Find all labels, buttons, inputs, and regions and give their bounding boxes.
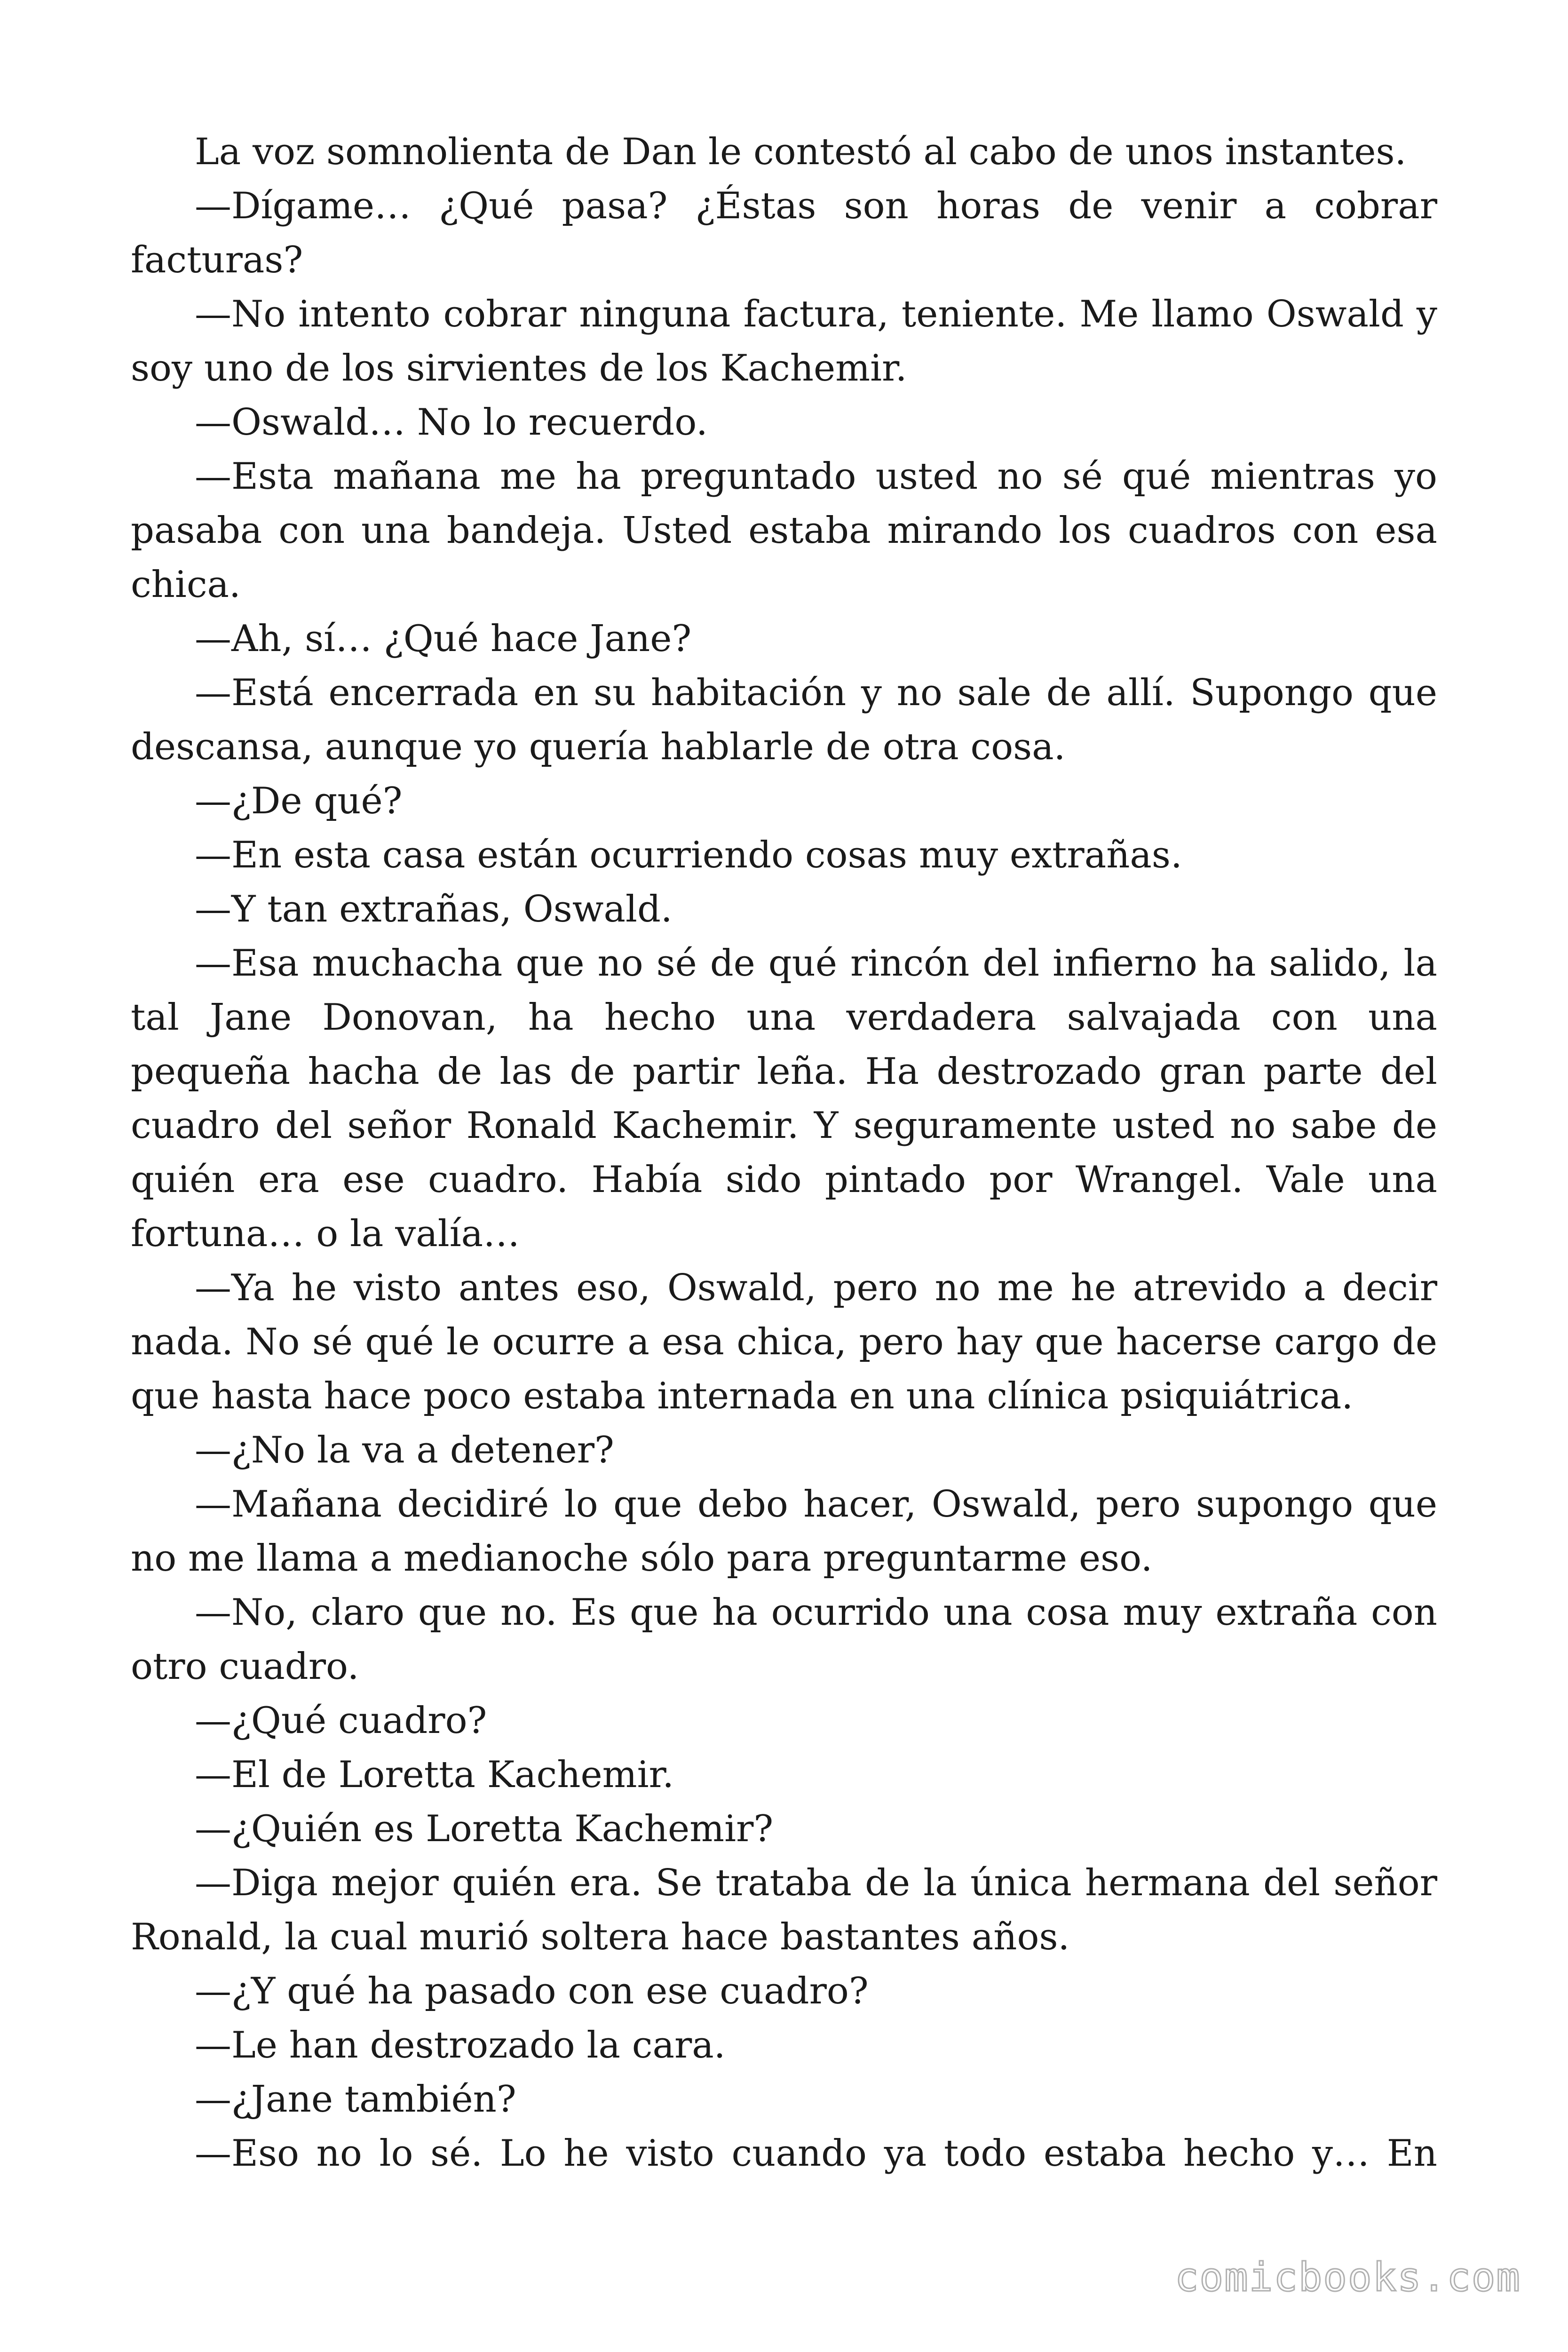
paragraph-19: —Diga mejor quién era. Se trataba de la única hermana del señor Ronald, la cual murió soltera hace bastantes años. [131, 1862, 1437, 1958]
paragraph-13: —¿No la va a detener? [195, 1429, 614, 1471]
body-text [131, 125, 1437, 2181]
paragraph-20: —¿Y qué ha pasado con ese cuadro? [195, 1970, 869, 2012]
paragraph-1: La voz somnolienta de Dan le contestó al cabo de unos instantes. [195, 131, 1407, 173]
paragraph-15: —No, claro que no. Es que ha ocurrido una cosa muy extraña con otro cuadro. [131, 1591, 1437, 1688]
paragraph-2: —Dígame… ¿Qué pasa? ¿Éstas son horas de venir a cobrar facturas? [131, 185, 1437, 281]
paragraph-8: —¿De qué? [195, 780, 403, 822]
paragraph-17: —El de Loretta Kachemir. [195, 1754, 674, 1796]
paragraph-5: —Esta mañana me ha preguntado usted no sé qué mientras yo pasaba con una bandeja. Usted estaba mirando los cuadros con esa chica. [131, 455, 1437, 606]
paragraph-14: —Mañana decidiré lo que debo hacer, Oswald, pero supongo que no me llama a medianoche sólo para preguntarme eso. [131, 1483, 1437, 1580]
paragraph-9: —En esta casa están ocurriendo cosas muy extrañas. [195, 834, 1182, 876]
paragraph-10: —Y tan extrañas, Oswald. [195, 888, 673, 930]
paragraph-7: —Está encerrada en su habitación y no sale de allí. Supongo que descansa, aunque yo quería hablarle de otra cosa. [131, 672, 1437, 768]
paragraph-6: —Ah, sí… ¿Qué hace Jane? [195, 618, 692, 660]
paragraph-3: —No intento cobrar ninguna factura, teniente. Me llamo Oswald y soy uno de los sirvientes de los Kachemir. [131, 293, 1437, 389]
paragraph-22: —¿Jane también? [195, 2078, 516, 2121]
watermark-logo: comicbooks.com [1174, 2254, 1521, 2300]
paragraph-18: —¿Quién es Loretta Kachemir? [195, 1808, 774, 1850]
paragraph-12: —Ya he visto antes eso, Oswald, pero no me he atrevido a decir nada. No sé qué le ocurre a esa chica, pero hay que hacerse cargo de que hasta hace poco estaba internada en una clínica psiquiátrica. [131, 1267, 1437, 1417]
paragraph-11: —Esa muchacha que no sé de qué rincón del infierno ha salido, la tal Jane Donovan, ha hecho una verdadera salvajada con una pequeña hacha de las de partir leña. Ha destrozado gran parte del cuadro del señor Ronald Kachemir. Y seguramente usted no sabe de quién era ese cuadro. Había sido pintado por Wrangel. Vale una fortuna… o la valía… [131, 942, 1437, 1255]
paragraph-16: —¿Qué cuadro? [195, 1700, 487, 1742]
paragraph-23: —Eso no lo sé. Lo he visto cuando ya todo estaba hecho y… En [195, 2132, 1437, 2175]
paragraph-4: —Oswald… No lo recuerdo. [195, 401, 708, 444]
paragraph-21: —Le han destrozado la cara. [195, 2024, 726, 2066]
